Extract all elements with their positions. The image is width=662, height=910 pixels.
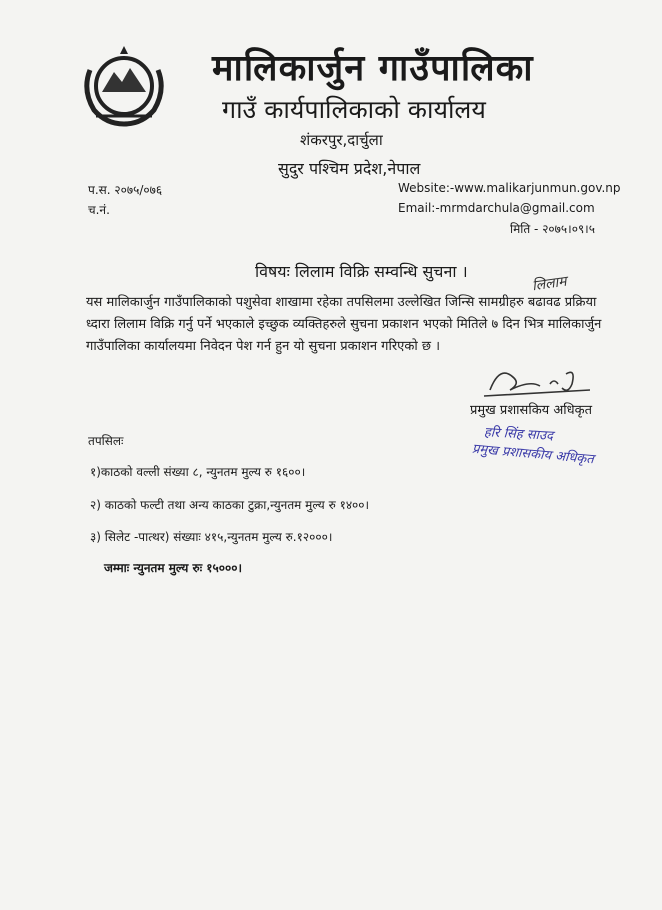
stamp-name: हरि सिंह साउद [483,425,554,444]
fiscal-year: प.स. २०७५/०७६ [88,183,163,197]
reference-number: च.नं. [88,203,110,217]
body-line: ध्दारा लिलाम विक्रि गर्नु पर्ने भएकाले इच्छुक व्यक्तिहरुले सुचना प्रकाशन भएको मितिले ७ दिन भित्र मालिकार्जुन [86,317,602,332]
signatory-title: प्रमुख प्रशासकिय अधिकृत [470,403,593,418]
handwritten-note: लिलाम [531,273,568,295]
website-link[interactable]: Website:-www.malikarjunmun.gov.np [398,181,621,195]
office-address: शंकरपुर,दार्चुला [300,131,383,149]
municipality-name: मालिकार्जुन गाउँपालिका [212,48,534,89]
notice-subject: विषयः लिलाम विक्रि सम्वन्धि सुचना । [255,262,468,281]
list-item: ३) सिलेट -पात्थर) संख्याः ४१५,न्युनतम मुल्य रु.१२०००। [90,530,333,544]
notice-body [86,292,626,358]
list-label: तपसिलः [88,434,124,448]
list-item: १)काठको वल्ली संख्या ८, न्युनतम मुल्य रु १६००। [90,465,306,479]
province-name: सुदुर पश्चिम प्रदेश,नेपाल [278,159,421,178]
email-link[interactable]: Email:-mrmdarchula@gmail.com [398,201,595,215]
list-item: २) काठको फल्टी तथा अन्य काठका टुक्रा,न्युनतम मुल्य रु १४००। [90,498,370,512]
body-line: यस मालिकार्जुन गाउँपालिकाको पशुसेवा शाखामा रहेका तपसिलमा उल्लेखित जिन्सि सामग्रीहरु बढावढ प्रक्रिया [86,295,597,310]
stamp-title: प्रमुख प्रशासकीय अधिकृत [471,441,595,468]
notice-date: मिति - २०७५।०९।५ [510,222,595,236]
municipality-emblem-icon [76,40,172,130]
office-name: गाउँ कार्यपालिकाको कार्यालय [222,95,486,124]
total-amount: जम्माः न्युनतम मुल्य रुः १५०००। [104,561,243,575]
signature-icon [480,360,600,400]
body-line: गाउँपालिका कार्यालयमा निवेदन पेश गर्न हुन यो सुचना प्रकाशन गरिएको छ । [86,339,441,354]
